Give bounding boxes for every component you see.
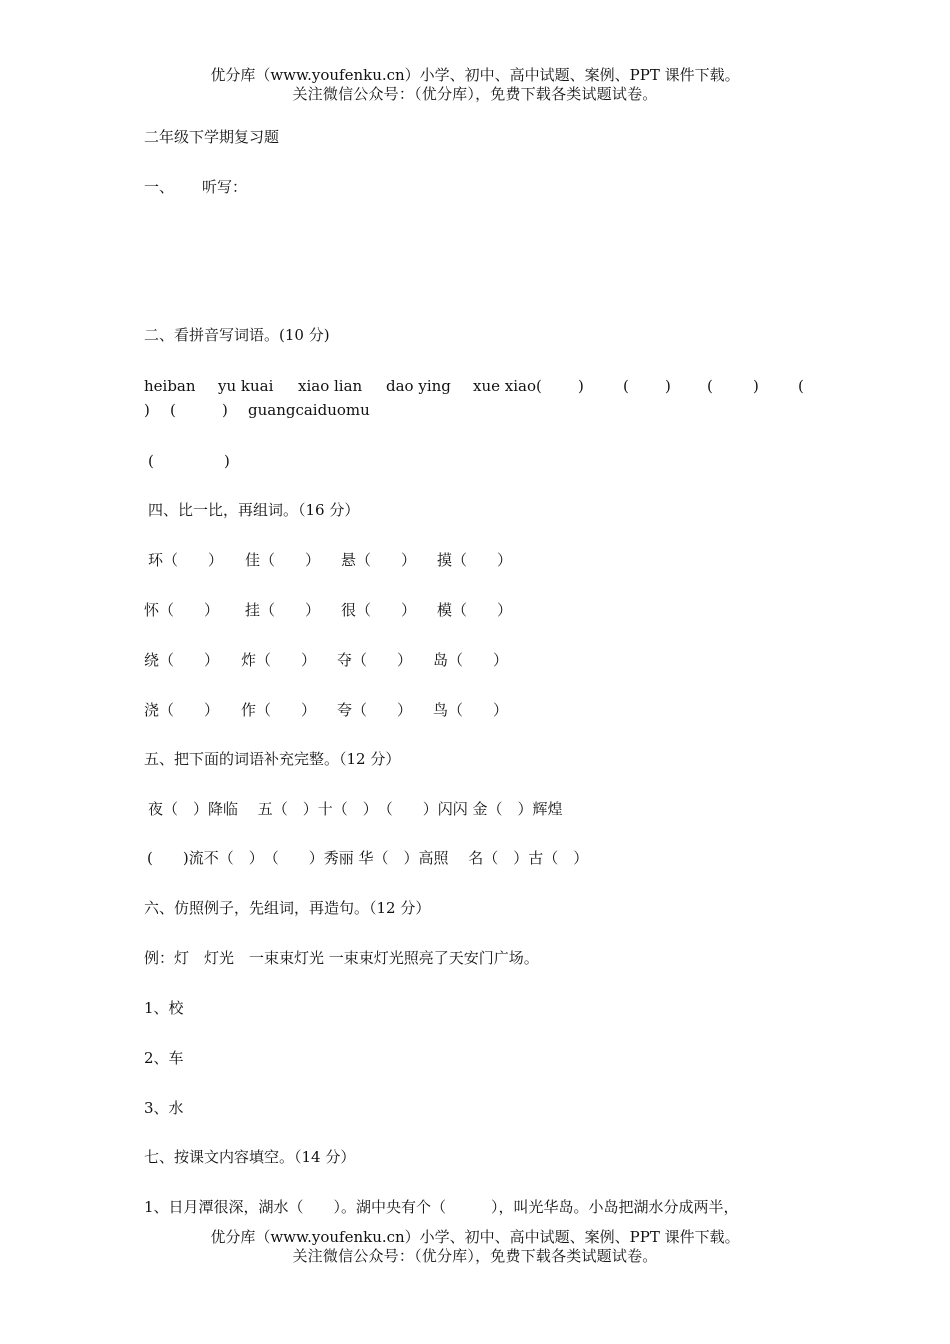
pinyin-item: xue xiao(	[473, 377, 542, 395]
compare-item: 夺（ ）	[337, 651, 413, 669]
compare-item: 摸（ ）	[437, 551, 513, 569]
blank-paren: )	[665, 377, 671, 395]
compare-item: 夸（ ）	[337, 701, 413, 719]
section-6-heading: 六、仿照例子，先组词，再造句。（12 分）	[144, 899, 431, 917]
header-line-2: 关注微信公众号：（优分库），免费下载各类试题试卷。	[292, 85, 658, 103]
section-2-heading: 二、看拼音写词语。(10 分)	[144, 326, 330, 344]
blank-paren: )	[224, 452, 230, 470]
compare-item: 很（ ）	[341, 601, 417, 619]
blank-paren: )	[578, 377, 584, 395]
section-6-item: 1、校	[144, 999, 184, 1017]
section-5-heading: 五、把下面的词语补充完整。（12 分）	[144, 750, 401, 768]
compare-item: 鸟（ ）	[433, 701, 509, 719]
section-7-heading: 七、按课文内容填空。（14 分）	[144, 1148, 356, 1166]
section-6-item: 3、水	[144, 1099, 184, 1117]
compare-item: 岛（ ）	[433, 651, 509, 669]
pinyin-item: dao ying	[386, 377, 451, 395]
compare-item: 挂（ ）	[245, 601, 321, 619]
blank-paren: (	[707, 377, 713, 395]
pinyin-item: xiao lian	[298, 377, 363, 395]
section-1-heading	[144, 177, 247, 197]
compare-item: 炸（ ）	[241, 651, 317, 669]
compare-item: 环（ ）	[148, 551, 224, 569]
section-5-line-1: 夜（ ）降临 五（ ）十（ ） （ ）闪闪 金（ ）辉煌	[148, 800, 563, 818]
pinyin-item: guangcaiduomu	[248, 401, 370, 419]
compare-item: 绕（ ）	[144, 651, 220, 669]
page-title: 二年级下学期复习题	[144, 128, 280, 146]
section-5-line-2: ( )流不（ ） （ ）秀丽 华（ ）高照 名（ ）古（ ）	[147, 849, 589, 867]
pinyin-item: yu kuai	[218, 377, 274, 395]
compare-item: 怀（ ）	[144, 601, 220, 619]
page-header	[0, 66, 950, 104]
compare-item: 作（ ）	[241, 701, 317, 719]
blank-paren: )	[753, 377, 759, 395]
pinyin-item: heiban	[144, 377, 196, 395]
header-line-1: 优分库（www.youfenku.cn）小学、初中、高中试题、案例、PPT 课件下载。	[210, 66, 740, 84]
compare-item: 悬（ ）	[341, 551, 417, 569]
page-footer	[0, 1228, 950, 1266]
blank-paren: )	[222, 401, 228, 419]
section-1-number: 一、	[144, 178, 175, 196]
blank-paren: (	[623, 377, 629, 395]
compare-item: 模（ ）	[437, 601, 513, 619]
blank-paren: )	[144, 401, 150, 419]
section-6-example: 例：灯 灯光 一束束灯光 一束束灯光照亮了天安门广场。	[144, 949, 539, 967]
footer-line-2: 关注微信公众号：（优分库），免费下载各类试题试卷。	[292, 1247, 658, 1265]
section-4-heading: 四、比一比，再组词。（16 分）	[148, 501, 360, 519]
blank-paren: (	[798, 377, 804, 395]
compare-item: 浇（ ）	[144, 701, 220, 719]
section-7-item-1: 1、日月潭很深，湖水（ ）。湖中央有个（ ），叫光华岛。小岛把湖水分成两半，	[144, 1198, 739, 1216]
section-1-label: 听写：	[202, 178, 248, 196]
footer-line-1: 优分库（www.youfenku.cn）小学、初中、高中试题、案例、PPT 课件下载。	[210, 1228, 740, 1246]
blank-paren: (	[170, 401, 176, 419]
compare-item: 佳（ ）	[245, 551, 321, 569]
section-6-item: 2、车	[144, 1049, 184, 1067]
blank-paren: (	[148, 452, 154, 470]
